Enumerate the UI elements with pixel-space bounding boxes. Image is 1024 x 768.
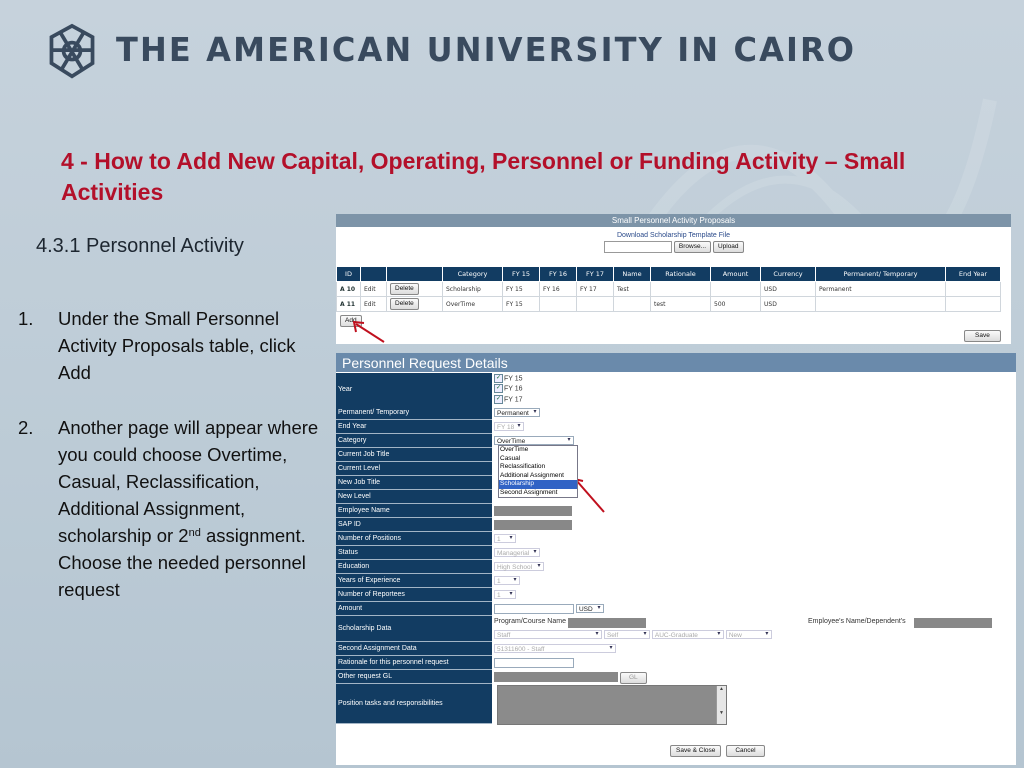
column-header: Name (614, 267, 651, 282)
row-fy15: FY 15 (503, 297, 540, 312)
section-subheading: 4.3.1 Personnel Activity (36, 235, 244, 257)
chevron-down-icon: ▾ (765, 631, 769, 637)
scholarship-school-select[interactable] (652, 630, 724, 639)
current-level-label: Current Level (336, 462, 492, 476)
program-course-field[interactable] (568, 618, 646, 628)
school-value: AUC-Graduate (654, 632, 698, 639)
scholarship-self-select[interactable] (604, 630, 650, 639)
chevron-down-icon: ▾ (509, 591, 513, 597)
edit-link[interactable]: Edit (361, 282, 387, 297)
year-label: Year (336, 373, 492, 407)
chevron-down-icon: ▾ (643, 631, 647, 637)
row-id: A 11 (337, 297, 361, 312)
arrow-pointer-icon (350, 318, 390, 346)
scholarship-label: Scholarship Data (336, 616, 492, 642)
currency-select[interactable] (576, 604, 604, 613)
perm-label: Permanent/ Temporary (336, 406, 492, 420)
status-label: Status (336, 546, 492, 560)
end-year-select[interactable] (494, 422, 524, 431)
currency-value: USD (578, 606, 593, 613)
chevron-down-icon: ▾ (567, 437, 571, 443)
year-option[interactable] (494, 384, 523, 394)
chevron-down-icon: ▾ (517, 423, 521, 429)
step-text: Another page will appear where you could choose Overtime, Casual, Reclassification, Additional Assignment, scholarship or 2 (58, 417, 319, 546)
table-row (337, 297, 1001, 312)
experience-select[interactable] (494, 576, 520, 585)
column-header: Category (443, 267, 503, 282)
new-level-label: New Level (336, 490, 492, 504)
reportees-value: 1 (497, 592, 501, 599)
year-option[interactable] (494, 374, 523, 384)
category-option[interactable]: Second Assignment (500, 488, 558, 496)
row-permanent: Permanent (816, 282, 946, 297)
year-option-label: FY 17 (504, 396, 523, 404)
proposals-table (336, 266, 1001, 312)
row-fy15: FY 15 (503, 282, 540, 297)
proposals-title: Small Personnel Activity Proposals (336, 214, 1011, 227)
category-label: Category (336, 434, 492, 448)
amount-label: Amount (336, 602, 492, 616)
rationale-label: Rationale for this personnel request (336, 656, 492, 670)
status-value: Managerial (497, 550, 530, 557)
column-header: Currency (761, 267, 816, 282)
row-id: A 10 (337, 282, 361, 297)
row-amount: 500 (711, 297, 761, 312)
column-header: FY 15 (503, 267, 540, 282)
chevron-down-icon: ▾ (717, 631, 721, 637)
column-header: End Year (946, 267, 1001, 282)
row-currency: USD (761, 297, 816, 312)
sap-id-field[interactable] (494, 520, 572, 530)
column-header: FY 16 (540, 267, 577, 282)
file-input[interactable] (604, 241, 672, 253)
table-header-row (337, 267, 1001, 282)
perm-select[interactable] (494, 408, 540, 417)
category-option[interactable]: Additional Assignment (500, 471, 564, 479)
upload-row (604, 241, 744, 252)
year-checkboxes (494, 374, 523, 405)
education-select[interactable] (494, 562, 544, 571)
year-option-label: FY 16 (504, 385, 523, 393)
category-option[interactable]: Reclassification (500, 463, 546, 470)
column-header (387, 267, 443, 282)
cancel-button[interactable]: Cancel (726, 745, 764, 757)
row-rationale (651, 282, 711, 297)
row-fy17: FY 17 (577, 282, 614, 297)
request-details-screenshot (336, 353, 1016, 765)
category-dropdown-list (498, 445, 578, 498)
row-end-year (946, 282, 1001, 297)
sap-id-label: SAP ID (336, 518, 492, 532)
column-header: ID (337, 267, 361, 282)
edit-link[interactable]: Edit (361, 297, 387, 312)
column-header: FY 17 (577, 267, 614, 282)
row-fy16 (540, 297, 577, 312)
request-details-title: Personnel Request Details (336, 353, 1016, 372)
delete-button[interactable]: Delete (390, 298, 419, 310)
category-option[interactable]: Casual (500, 454, 521, 462)
category-option-highlighted[interactable]: Scholarship (499, 480, 577, 489)
row-name: Test (614, 282, 651, 297)
rationale-input[interactable] (494, 658, 574, 668)
second-assignment-select[interactable] (494, 644, 616, 653)
scholarship-staff-select[interactable] (494, 630, 602, 639)
amount-input[interactable] (494, 604, 574, 614)
positions-select[interactable] (494, 534, 516, 543)
category-option[interactable]: OverTime (500, 446, 529, 453)
auc-logo-icon (44, 22, 100, 82)
row-category: Scholarship (443, 282, 503, 297)
step-text-continued: assignment. Choose the needed personnel request (58, 525, 306, 600)
column-header: Rationale (651, 267, 711, 282)
dependent-name-field[interactable] (914, 618, 992, 628)
save-close-button[interactable]: Save & Close (670, 745, 721, 757)
chevron-down-icon: ▾ (509, 535, 513, 541)
chevron-down-icon: ▾ (537, 563, 541, 569)
other-gl-label: Other request GL (336, 670, 492, 684)
row-rationale: test (651, 297, 711, 312)
chevron-down-icon: ▾ (533, 409, 537, 415)
tasks-label: Position tasks and responsibilities (336, 684, 492, 724)
step-superscript: nd (188, 527, 201, 539)
program-course-label: Program/Course Name (494, 618, 566, 625)
save-button[interactable]: Save (964, 330, 1001, 342)
chevron-down-icon: ▾ (513, 577, 517, 583)
university-name: THE AMERICAN UNIVERSITY IN CAIRO (116, 30, 857, 69)
step-number: 1. (18, 308, 34, 329)
other-gl-field[interactable] (494, 672, 618, 682)
chevron-down-icon: ▾ (609, 645, 613, 651)
new-job-label: New Job Title (336, 476, 492, 490)
instruction-step-1 (18, 305, 328, 386)
proposals-screenshot (336, 214, 1011, 344)
employee-name-field[interactable] (494, 506, 572, 516)
row-category: OverTime (443, 297, 503, 312)
column-header (361, 267, 387, 282)
year-option[interactable] (494, 395, 523, 405)
browse-button[interactable]: Browse... (674, 241, 711, 253)
add-button[interactable]: Add (340, 315, 362, 327)
reportees-label: Number of Reportees (336, 588, 492, 602)
scholarship-new-select[interactable] (726, 630, 772, 639)
education-value: High School (497, 564, 533, 571)
self-value: Self (606, 632, 619, 639)
gl-button[interactable]: GL (620, 672, 647, 684)
slide-title: 4 - How to Add New Capital, Operating, Personnel or Funding Activity – Small Activities (61, 148, 906, 205)
table-row (337, 282, 1001, 297)
row-currency: USD (761, 282, 816, 297)
category-select[interactable] (494, 436, 574, 445)
row-end-year (946, 297, 1001, 312)
row-fy17 (577, 297, 614, 312)
checkbox-checked-icon[interactable]: ✓ (495, 385, 502, 392)
form-footer (670, 745, 765, 757)
experience-value: 1 (497, 578, 501, 585)
status-select[interactable] (494, 548, 540, 557)
column-header: Permanent/ Temporary (816, 267, 946, 282)
scrollbar[interactable]: ▲ ▼ (716, 686, 726, 724)
checkbox-checked-icon[interactable]: ✓ (495, 375, 502, 381)
education-label: Education (336, 560, 492, 574)
end-year-value: FY 18 (497, 424, 515, 431)
download-template-link[interactable]: Download Scholarship Template File (616, 232, 731, 239)
year-option-label: FY 15 (504, 375, 523, 383)
staff-value: Staff (497, 632, 511, 639)
upload-button[interactable]: Upload (713, 241, 744, 253)
dependent-name-label: Employee's Name/Dependent's (808, 618, 906, 625)
second-assignment-value: 51311600 - Staff (497, 646, 545, 653)
checkbox-checked-icon[interactable]: ✓ (495, 395, 502, 402)
category-value: OverTime (497, 438, 526, 445)
step-number: 2. (18, 417, 34, 438)
current-job-label: Current Job Title (336, 448, 492, 462)
chevron-down-icon: ▾ (597, 605, 601, 611)
positions-label: Number of Positions (336, 532, 492, 546)
row-permanent (816, 297, 946, 312)
experience-label: Years of Experience (336, 574, 492, 588)
delete-button[interactable]: Delete (390, 283, 419, 295)
chevron-down-icon: ▾ (595, 631, 599, 637)
row-amount (711, 282, 761, 297)
employee-name-label: Employee Name (336, 504, 492, 518)
column-header: Amount (711, 267, 761, 282)
end-year-label: End Year (336, 420, 492, 434)
row-name (614, 297, 651, 312)
reportees-select[interactable] (494, 590, 516, 599)
instruction-step-2 (18, 414, 328, 603)
chevron-down-icon: ▾ (533, 549, 537, 555)
new-value: New (728, 632, 742, 639)
second-assignment-label: Second Assignment Data (336, 642, 492, 656)
step-text: Under the Small Personnel Activity Proposals table, click Add (58, 308, 296, 383)
positions-value: 1 (497, 536, 501, 543)
tasks-textarea[interactable] (497, 685, 727, 725)
row-fy16: FY 16 (540, 282, 577, 297)
perm-value: Permanent (497, 410, 529, 417)
